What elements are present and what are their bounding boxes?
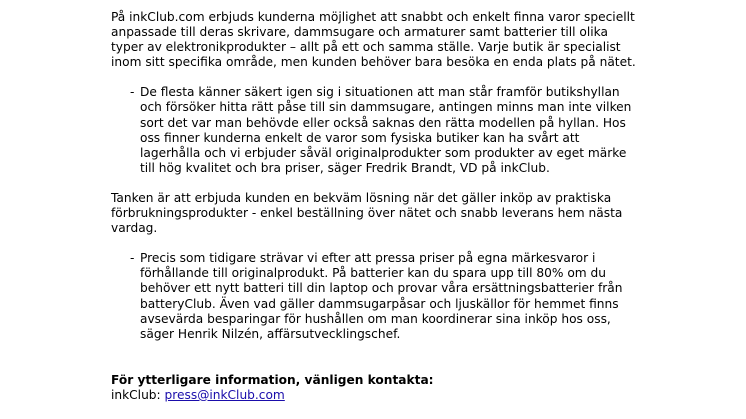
quote-text: Precis som tidigare strävar vi efter att pressa priser på egna märkesvaror i förhållande till originalprodukt. På batterier kan du spara upp till 80% om du behöver ett nytt batteri till din laptop och provar våra ersättningsbatterier från batteryClub. Även vad gäller dammsugarpåsar och ljuskällor för hemmet finns avsevärda besparingar för hushållen om man koordinerar sina inköp hos oss, säger Henrik Nilzén, affärsutvecklingschef. bbox=[140, 251, 623, 341]
press-release-body bbox=[111, 10, 636, 403]
intro-paragraph: På inkClub.com erbjuds kunderna möjlighet att snabbt och enkelt finna varor speciellt anpassade till deras skrivare, dammsugare och armaturer samt batterier till olika typer av elektronikprodukter – allt på ett och samma ställe. Varje butik är specialist inom sitt specifika område, men kunden behöver bara besöka en enda plats på nätet. bbox=[111, 10, 636, 70]
press-email-link[interactable]: press@inkClub.com bbox=[164, 387, 285, 402]
dash-bullet: - bbox=[130, 251, 135, 266]
contact-line bbox=[111, 388, 636, 403]
contact-label: inkClub: bbox=[111, 387, 165, 402]
contact-section bbox=[111, 373, 636, 403]
quote-henrik-nilzen bbox=[111, 251, 636, 342]
dash-bullet: - bbox=[130, 85, 135, 100]
quote-text: De flesta känner säkert igen sig i situationen att man står framför butikshyllan och försöker hitta rätt påse till sin dammsugare, antingen minns man inte vilken sort det var man behövde eller också saknas den rätta modellen på hyllan. Hos oss finner kunderna enkelt de varor som fysiska butiker kan ha svårt att lagerhålla och vi erbjuder såväl originalprodukter som produkter av eget märke till hög kvalitet och bra priser, säger Fredrik Brandt, VD på inkClub. bbox=[140, 85, 632, 175]
quote-fredrik-brandt bbox=[111, 85, 636, 176]
middle-paragraph: Tanken är att erbjuda kunden en bekväm lösning när det gäller inköp av praktiska förbrukningsprodukter - enkel beställning över nätet och snabb leverans hem nästa vardag. bbox=[111, 190, 623, 236]
contact-heading: För ytterligare information, vänligen kontakta: bbox=[111, 372, 434, 387]
